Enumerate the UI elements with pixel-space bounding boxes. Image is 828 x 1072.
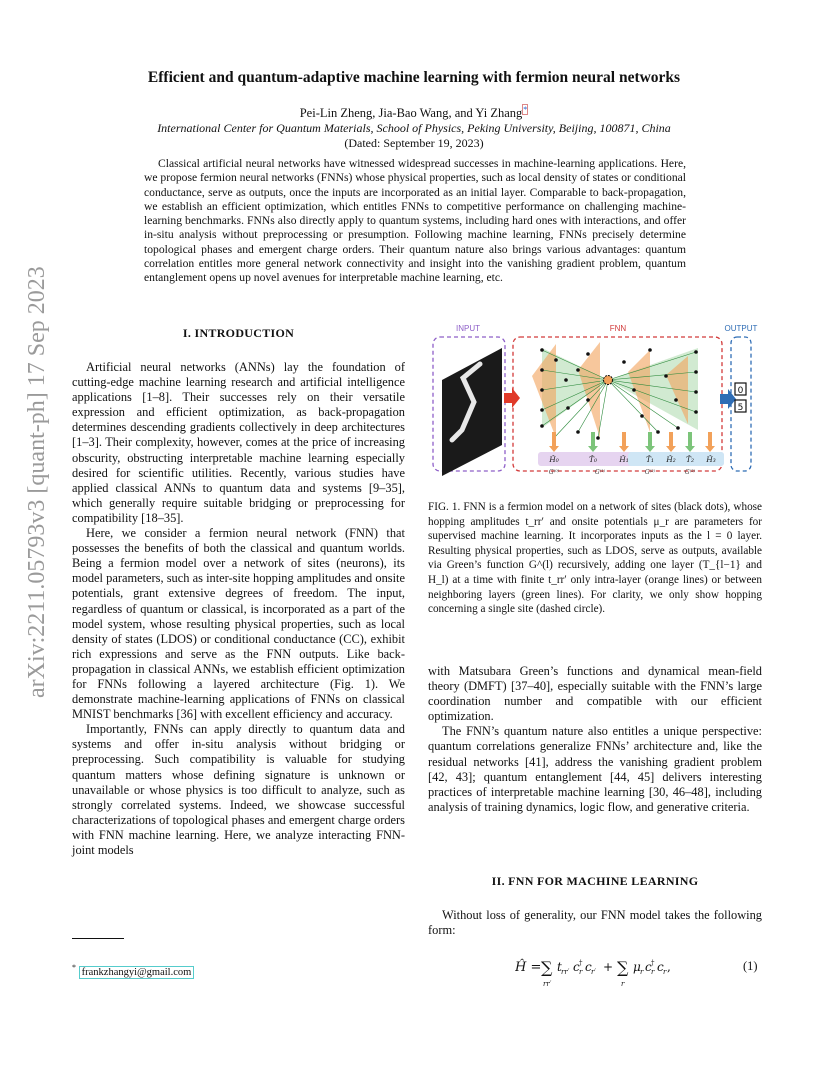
paragraph: Artificial neural networks (ANNs) lay the foundation of cutting-edge machine learning research and artificial intelligence applications [1–8]. Their successes rely on their versatile expression and efficient optimization, as back-propagation determines descending gradients collectively in deep architectures [1–3]. Their complexity, however, comes at the price of increasing obscurity, obstructing interpretable machine learning especially desired for scientific utilities. Recently, various studies have applied classical ANNs to quantum data and systems [9–35], which generally require suitable bridging or preprocessing for compatibility [18–35]. [72, 360, 405, 525]
section-heading-introduction: I. INTRODUCTION [182, 326, 295, 340]
svg-text:t: t [557, 960, 562, 974]
paper-title: Efficient and quantum-adaptive machine learning with fermion neural networks [147, 69, 681, 86]
layer-label: T̂₁ [645, 455, 655, 464]
green-function-label: G⁽²⁾ [644, 469, 656, 476]
svg-text:r: r [663, 968, 667, 976]
green-function-label: G⁽¹⁾ [594, 469, 606, 476]
arxiv-sidebar [4, 240, 60, 720]
figure-1 [428, 320, 762, 482]
layer-label: T̂₂ [685, 455, 695, 464]
figure-caption: FIG. 1. FNN is a fermion model on a network of sites (black dots), whose hopping amplitudes t_rr′ and onsite potentials μ_r are parameters for supervised machine learning. It incorporates inputs as the l = 0 layer. Resulting physical properties, such as LDOS, serve as outputs, available via Green’s function G^(l) recursively, adding one layer (T_{l−1} and H_l) at a time with finite t_rr′ only intra-layer (orange lines) or between neighboring layers (green lines). For clarity, we only show hopping concerning a single site (dashed circle). [428, 501, 762, 616]
author-footnote-mark[interactable]: * [523, 105, 528, 114]
svg-text:†: † [651, 959, 655, 967]
svg-text:r: r [621, 980, 625, 988]
svg-text:r: r [640, 968, 644, 976]
paragraph: with Matsubara Green’s functions and dynamical mean-field theory (DMFT) [37–40], especially suitable with the FNN’s large coordination number and compatible with our efficient optimization. [428, 664, 762, 724]
left-column [72, 360, 405, 858]
footnote-rule [72, 938, 124, 939]
svg-text:c: c [645, 960, 652, 974]
svg-text:∑: ∑ [617, 958, 629, 977]
affiliation: International Center for Quantum Materials, School of Physics, Peking University, Beijing, 100871, China [157, 121, 671, 135]
output-label: OUTPUT [724, 324, 758, 333]
arxiv-id: arXiv:2211.05793v3 [quant-ph] 17 Sep 2023 [24, 266, 50, 698]
equation-1 [515, 956, 760, 990]
paragraph: Without loss of generality, our FNN model takes the following form: [428, 908, 762, 938]
svg-text:c: c [573, 960, 580, 974]
svg-text:†: † [579, 959, 583, 967]
layer-label: T̂₀ [588, 455, 598, 464]
layer-label: Ĥ₃ [706, 455, 716, 464]
input-label: INPUT [456, 324, 480, 333]
green-function-label: G⁽³⁾ [684, 469, 696, 476]
svg-text:∑: ∑ [541, 958, 553, 977]
layer-label: Ĥ₁ [619, 455, 629, 464]
svg-text:r′: r′ [591, 968, 596, 976]
svg-text:c: c [585, 960, 592, 974]
svg-text:,: , [667, 960, 671, 974]
date-line: (Dated: September 19, 2023) [344, 136, 484, 150]
right-column [428, 664, 762, 815]
svg-text:rr′: rr′ [543, 980, 552, 988]
svg-text:rr′: rr′ [561, 968, 570, 976]
svg-text:r: r [651, 968, 655, 976]
equation-number: (1) [743, 959, 758, 973]
section2-paragraph [428, 908, 762, 938]
output-digit-icon: 0 [737, 386, 744, 396]
output-digit-icon: 5 [737, 403, 744, 413]
green-function-label: G⁽⁰⁾ [548, 469, 560, 476]
email-link[interactable]: frankzhangyi@gmail.com [79, 966, 195, 979]
svg-text:μ: μ [633, 960, 641, 974]
svg-text:Ĥ =: Ĥ = [515, 960, 542, 975]
svg-text:c: c [657, 960, 664, 974]
layer-label: Ĥ₂ [666, 455, 676, 464]
paragraph: The FNN’s quantum nature also entitles a unique perspective: quantum correlations generalize FNNs’ architecture and, like the residual networks [41], address the vanishing gradient problem [42, 43]; quantum entanglement [44, 45] delivers interesting practices of interpretable machine learning [30, 46–48], including analysis of training dynamics, logic flow, and generative criteria. [428, 724, 762, 814]
paragraph: Importantly, FNNs can apply directly to quantum data and systems and offer in-situ analysis without bridging or preprocessing. Such compatibility is valuable for studying quantum matters whose defining signature is unknown or unavailable or whose physics is too difficult to analyze, such as strongly correlated systems. Indeed, we showcase successful characterizations of topological phases and emergent charge orders with FNN machine learning. Here, we analyze interacting FNN-joint models [72, 722, 405, 857]
abstract: Classical artificial neural networks have witnessed widespread successes in machine-learning applications. Here, we propose fermion neural networks (FNNs) whose physical properties, such as local density of states or conditional conductance, serve as outputs, once the inputs are incorporated as an initial layer. Comparable to back-propagation, we establish an efficient optimization, which entitles FNNs to competitive performance on challenging machine-learning benchmarks. FNNs also directly apply to quantum systems, including hard ones with interactions, and offer in-situ analysis without preprocessing or presumption. Following machine learning, FNNs precisely determine topological phases and emergent charge orders. Their quantum nature also brings various advantages: quantum correlation entitles more general network connectivity and insight into the vanishing gradient problem, quantum entanglement opens up novel avenues for interpretable machine learning, etc. [144, 157, 686, 285]
highlighted-site [604, 376, 613, 385]
svg-text:+: + [603, 960, 614, 974]
paragraph: Here, we consider a fermion neural network (FNN) that possesses the benefits of both the classical and quantum worlds. Being a fermion model over a network of sites (neurons), its model parameters, such as inter-site hopping amplitudes and onsite potentials, grant extensive degrees of freedom. The input, regardless of quantum or classical, is incorporated as a part of the model system, whose resulting physical properties, such as local density of states (LDOS) or conditional conductance (CC), exhibit rich expressions and serve as the FNN outputs. Like back-propagation in classical ANNs, we establish efficient optimization for FNNs following a layered architecture (Fig. 1). We demonstrate machine-learning applications of FNNs on classical MNIST benchmarks [36] with excellent efficiency and accuracy. [72, 526, 405, 722]
layer-arrows [549, 432, 715, 452]
authors [0, 105, 828, 121]
footnote [72, 963, 194, 978]
footnote-mark: * [72, 963, 76, 972]
fnn-label: FNN [609, 324, 627, 333]
svg-text:r: r [579, 968, 583, 976]
input-arrow [504, 388, 520, 408]
author-names: Pei-Lin Zheng, Jia-Bao Wang, and Yi Zhang [299, 106, 523, 121]
section-heading-fnn: II. FNN FOR MACHINE LEARNING [491, 874, 699, 888]
layer-label: Ĥ₀ [549, 455, 559, 464]
